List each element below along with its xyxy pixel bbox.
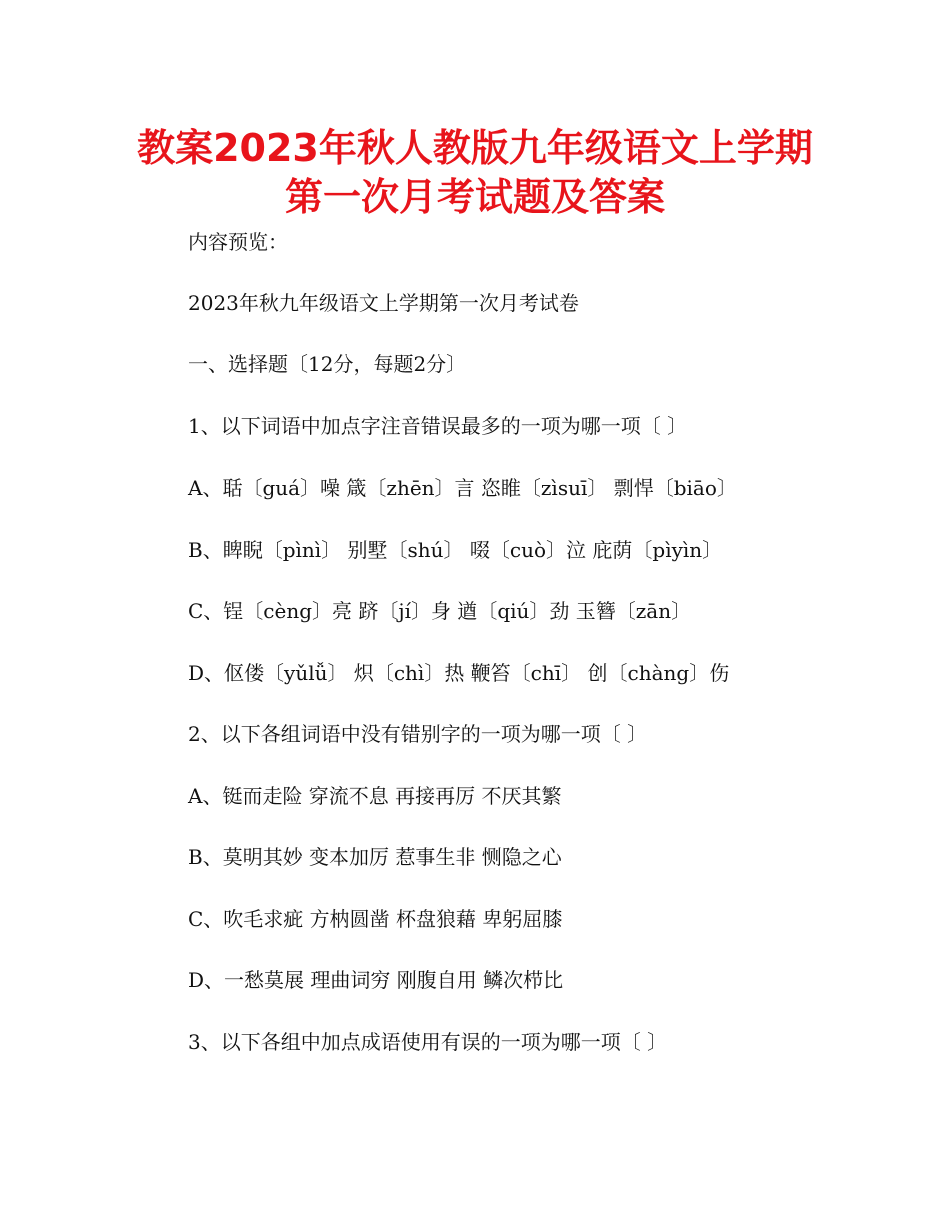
document-title-line-2: 第一次月考试题及答案 bbox=[284, 175, 665, 219]
question-1-option-c: C、锃〔cèng〕亮 跻〔jí〕身 遒〔qiú〕劲 玉簪〔zān〕 bbox=[188, 599, 692, 623]
question-3: 3、以下各组中加点成语使用有误的一项为哪一项〔 〕 bbox=[188, 1030, 668, 1054]
preview-label: 内容预览： bbox=[188, 230, 288, 254]
question-2-option-b: B、莫明其妙 变本加厉 惹事生非 恻隐之心 bbox=[188, 845, 562, 869]
question-2: 2、以下各组词语中没有错别字的一项为哪一项〔 〕 bbox=[188, 722, 648, 746]
section-heading: 一、选择题〔12分，每题2分〕 bbox=[188, 352, 467, 376]
question-1-option-d: D、伛偻〔yǔlǚ〕 炽〔chì〕热 鞭笞〔chī〕 创〔chàng〕伤 bbox=[188, 661, 730, 685]
exam-heading: 2023年秋九年级语文上学期第一次月考试卷 bbox=[188, 291, 579, 315]
question-2-option-a: A、铤而走险 穿流不息 再接再厉 不厌其繁 bbox=[188, 784, 562, 808]
document-title-line-1: 教案2023年秋人教版九年级语文上学期 bbox=[137, 126, 813, 170]
question-1-option-a: A、聒〔guá〕噪 箴〔zhēn〕言 恣睢〔zìsuī〕 剽悍〔biāo〕 bbox=[188, 476, 737, 500]
question-1: 1、以下词语中加点字注音错误最多的一项为哪一项〔 〕 bbox=[188, 414, 688, 438]
question-2-option-c: C、吹毛求疵 方枘圆凿 杯盘狼藉 卑躬屈膝 bbox=[188, 907, 563, 931]
question-2-option-d: D、一愁莫展 理曲词穷 刚腹自用 鳞次栉比 bbox=[188, 968, 564, 992]
question-1-option-b: B、睥睨〔pìnì〕 别墅〔shú〕 啜〔cuò〕泣 庇荫〔pìyìn〕 bbox=[188, 538, 723, 562]
